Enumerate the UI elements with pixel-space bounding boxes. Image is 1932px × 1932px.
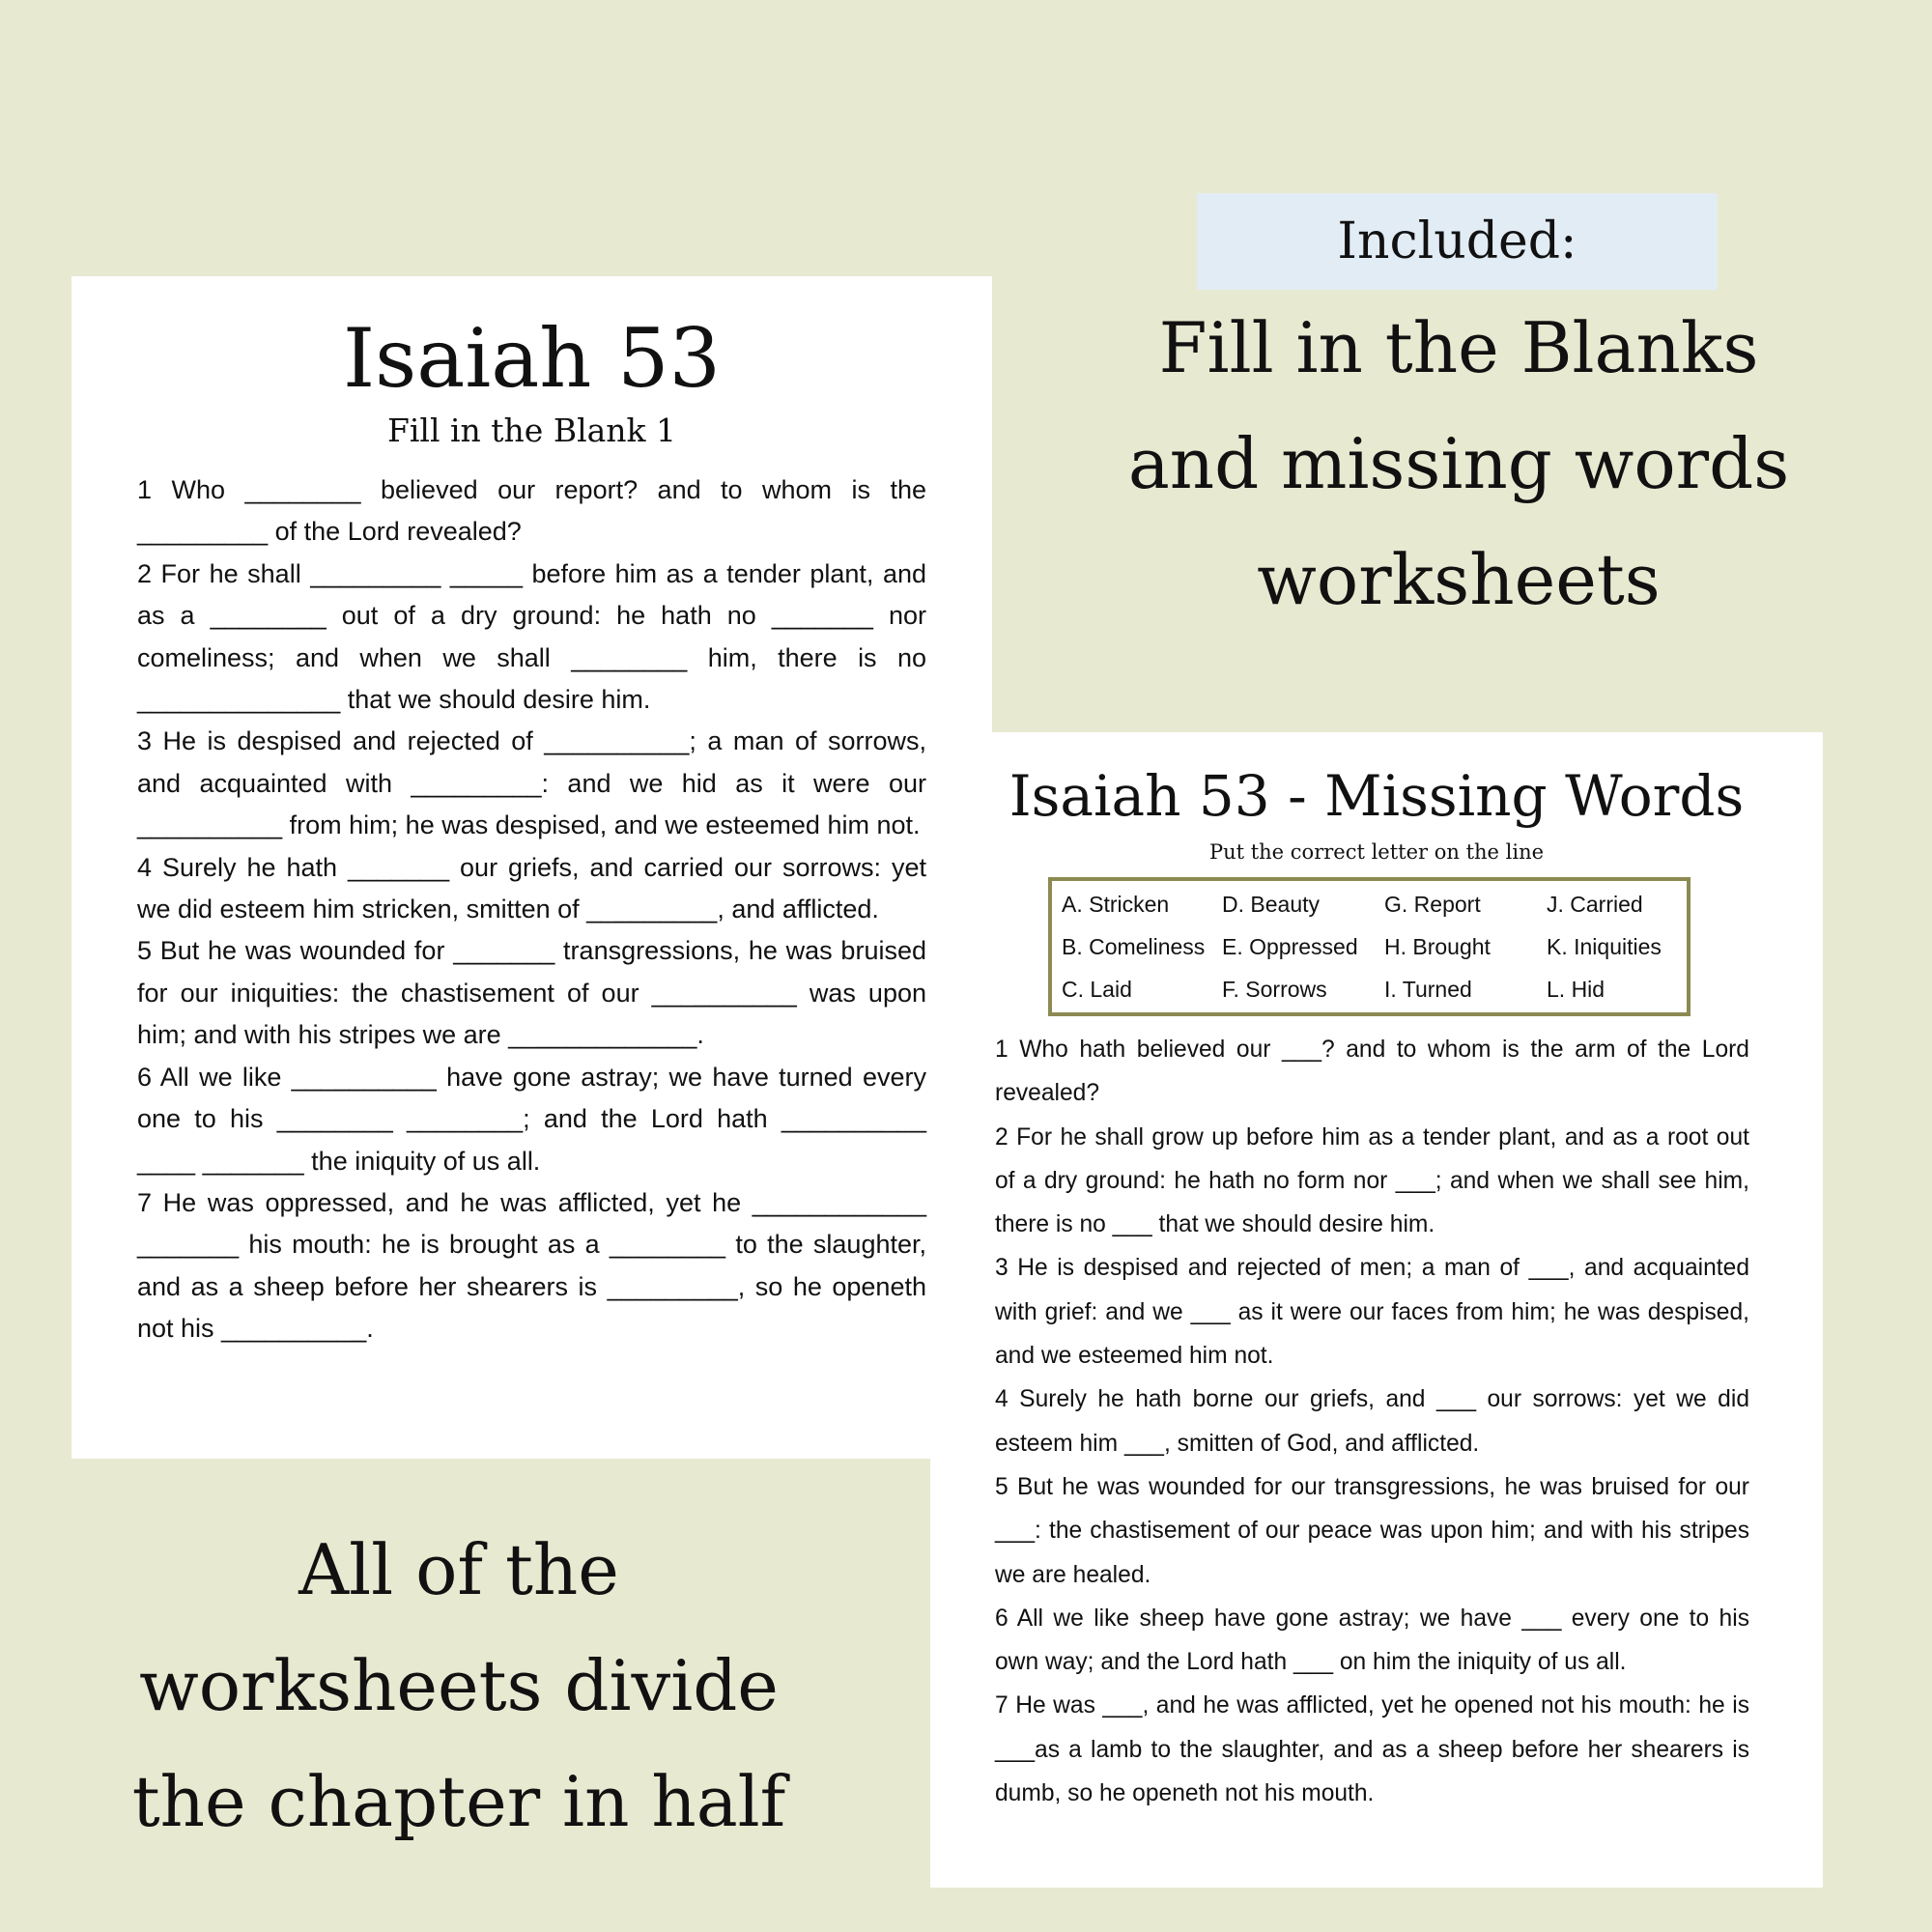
word-bank-item: I. Turned: [1384, 977, 1472, 1002]
verse: 7 He was oppressed, and he was afflicted, yet he ____________ _______ his mouth: he is brought as a ________ to the slaughter, and as a sheep before her shearers is _________, so he openeth not his __________.: [137, 1187, 926, 1344]
word-bank-item: H. Brought: [1384, 934, 1491, 959]
verse: 4 Surely he hath borne our griefs, and ___ our sorrows: yet we did esteem him ___, smitten of God, and afflicted.: [995, 1386, 1749, 1457]
worksheet-title: Isaiah 53 - Missing Words: [1009, 763, 1745, 829]
promo-note-line: the chapter in half: [131, 1761, 786, 1842]
promo-heading-line: worksheets: [1257, 539, 1661, 620]
verse: 3 He is despised and rejected of __________; a man of sorrows, and acquainted with _________: and we hid as it were our __________ from him; he was despised, and we esteemed him not.: [137, 726, 926, 840]
word-bank-item: E. Oppressed: [1222, 934, 1358, 959]
verse-list: [137, 469, 926, 1350]
verse-list: [995, 1028, 1749, 1815]
word-bank-item: F. Sorrows: [1222, 977, 1327, 1002]
verse: 6 All we like __________ have gone astray; we have turned every one to his ________ ________; and the Lord hath __________ ____ _______ the iniquity of us all.: [137, 1062, 926, 1176]
worksheet-subtitle: Put the correct letter on the line: [1208, 840, 1545, 864]
included-label: Included:: [1337, 213, 1577, 270]
word-bank-item: L. Hid: [1547, 977, 1605, 1002]
verse: 3 He is despised and rejected of men; a man of ___, and acquainted with grief: and we ___ as it were our faces from him; he was despised, and we esteemed him not.: [995, 1255, 1749, 1370]
promo-note: [77, 1512, 840, 1860]
verse: 1 Who ________ believed our report? and to whom is the _________ of the Lord revealed?: [137, 475, 926, 547]
word-bank-item: G. Report: [1384, 892, 1481, 917]
promo-heading-line: Fill in the Blanks: [1158, 307, 1759, 388]
missing-words-worksheet: [930, 732, 1823, 1888]
verse: 6 All we like sheep have gone astray; we have ___ every one to his own way; and the Lord hath ___ on him the iniquity of us all.: [995, 1605, 1749, 1676]
verse: 1 Who hath believed our ___? and to whom is the arm of the Lord revealed?: [995, 1037, 1749, 1107]
word-bank-item: A. Stricken: [1062, 892, 1170, 917]
word-bank-item: D. Beauty: [1222, 892, 1320, 917]
verse: 5 But he was wounded for our transgressions, he was bruised for our ___: the chastisement of our peace was upon him; and with his stripes we are healed.: [995, 1473, 1749, 1588]
word-bank-item: K. Iniquities: [1547, 934, 1662, 959]
fill-blank-worksheet: [71, 276, 992, 1459]
promo-heading-line: and missing words: [1127, 423, 1790, 504]
worksheet-subtitle: Fill in the Blank 1: [386, 412, 677, 449]
verse: 4 Surely he hath _______ our griefs, and carried our sorrows: yet we did esteem him stricken, smitten of _________, and afflicted.: [137, 852, 926, 924]
word-bank-item: J. Carried: [1547, 892, 1643, 917]
worksheet-title: Isaiah 53: [342, 311, 721, 406]
verse: 5 But he was wounded for _______ transgressions, he was bruised for our iniquities: the chastisement of our __________ was upon him; and with his stripes we are _____________.: [137, 936, 926, 1050]
promo-note-line: worksheets divide: [139, 1645, 779, 1726]
included-badge: [1197, 193, 1718, 290]
verse: 2 For he shall _________ _____ before him as a tender plant, and as a ________ out of a dry ground: he hath no _______ nor comeliness; and when we shall ________ him, there is no ______________ that we should desire him.: [137, 558, 926, 715]
promo-note-line: All of the: [298, 1529, 619, 1610]
promo-heading: [1072, 290, 1845, 638]
word-bank-item: B. Comeliness: [1062, 934, 1206, 959]
word-bank-item: C. Laid: [1062, 977, 1132, 1002]
verse: 7 He was ___, and he was afflicted, yet he opened not his mouth: he is ___as a lamb to the slaughter, and as a sheep before her shearers is dumb, so he openeth not his mouth.: [995, 1692, 1749, 1807]
word-bank: [1048, 877, 1690, 1016]
verse: 2 For he shall grow up before him as a tender plant, and as a root out of a dry ground: he hath no form nor ___; and when we shall see him, there is no ___ that we should desire him.: [995, 1123, 1749, 1238]
